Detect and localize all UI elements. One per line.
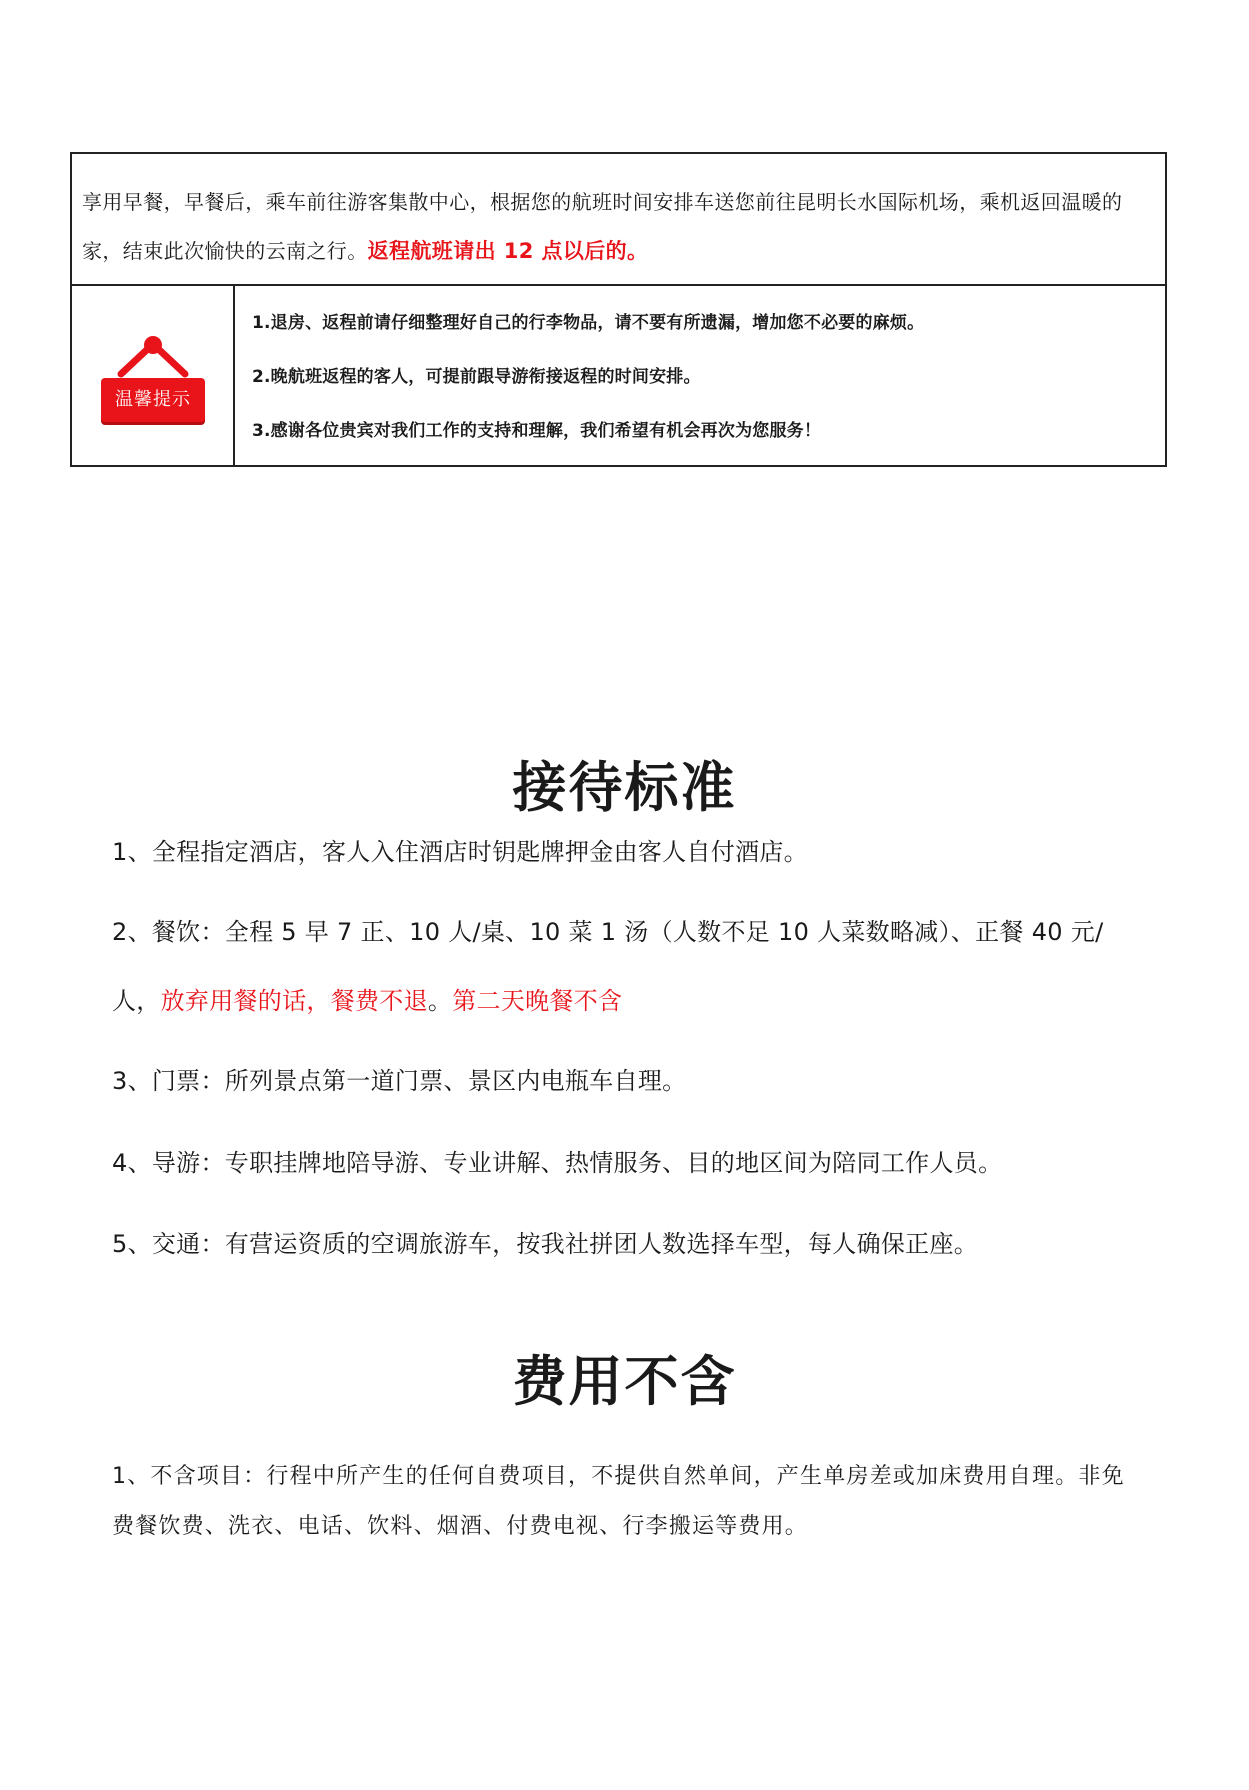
tips-list: [252, 296, 1155, 458]
standard-item-meals-cont: [112, 981, 622, 1016]
meals-prefix: 人，: [112, 987, 161, 1015]
tip-item: 1.退房、返程前请仔细整理好自己的行李物品，请不要有所遗漏，增加您不必要的麻烦。: [252, 313, 925, 333]
itinerary-table: [70, 152, 1167, 467]
return-flight-notice: 返程航班请出 12 点以后的。: [367, 239, 649, 263]
exclusion-item: 1、不含项目：行程中所产生的任何自费项目，不提供自然单间，产生单房差或加床费用自理。非免费餐饮费、洗衣、电话、饮料、烟酒、付费电视、行李搬运等费用。: [112, 1464, 1125, 1539]
exclusions-title: 费用不含: [512, 1350, 737, 1413]
tips-badge: 温馨提示: [101, 378, 205, 422]
tip-item: 2.晚航班返程的客人，可提前跟导游衔接返程的时间安排。: [252, 367, 701, 387]
tips-icon-cell: [72, 286, 235, 465]
standard-item-transport: 5、交通：有营运资质的空调旅游车，按我社拼团人数选择车型，每人确保正座。: [112, 1230, 979, 1258]
meals-separator: 。: [427, 987, 453, 1015]
standard-item-tickets: 3、门票：所列景点第一道门票、景区内电瓶车自理。: [112, 1067, 687, 1095]
day2-dinner-notice: 第二天晚餐不含: [452, 987, 623, 1015]
hanging-sign-icon: [101, 334, 205, 426]
standard-item-guide: 4、导游：专职挂牌地陪导游、专业讲解、热情服务、目的地区间为陪同工作人员。: [112, 1149, 1003, 1177]
standards-title: 接待标准: [512, 756, 737, 819]
tips-row: [72, 286, 1165, 465]
standard-item-hotel: 1、全程指定酒店，客人入住酒店时钥匙牌押金由客人自付酒店。: [112, 838, 808, 866]
meal-refund-notice: 放弃用餐的话，餐费不退: [160, 987, 428, 1015]
itinerary-day-cell: [72, 154, 1165, 286]
itinerary-day-text: 享用早餐，早餐后，乘车前往游客集散中心，根据您的航班时间安排车送您前往昆明长水国际机场，乘机返回温暖的家，结束此次愉快的云南之行。: [82, 190, 1123, 263]
tip-item: 3.感谢各位贵宾对我们工作的支持和理解，我们希望有机会再次为您服务！: [252, 421, 822, 441]
standard-item-meals: 2、餐饮：全程 5 早 7 正、10 人/桌、10 菜 1 汤（人数不足 10 人菜数略减）、正餐 40 元/: [112, 918, 1104, 946]
